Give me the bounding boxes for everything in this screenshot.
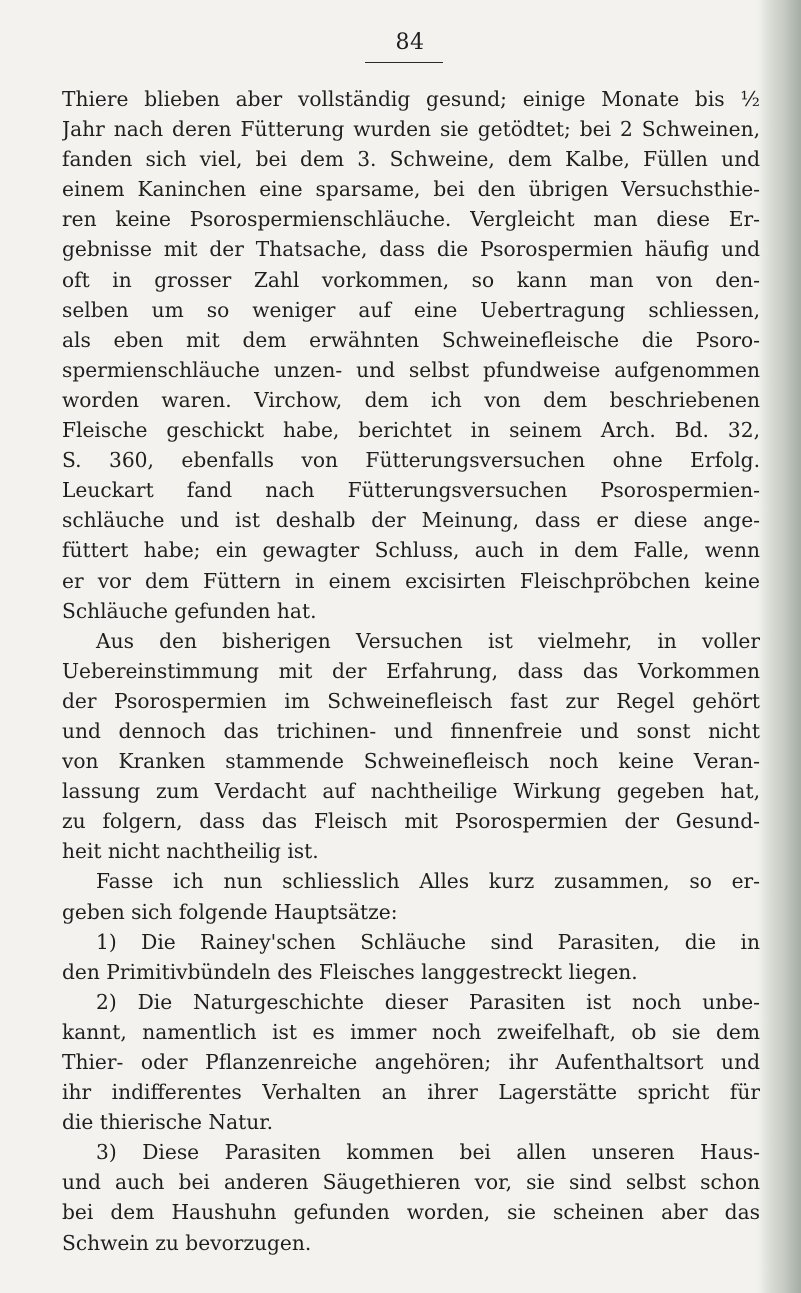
text-line: als eben mit dem erwähnten Schweinefleische die Psoro- (62, 327, 760, 352)
text-line: Leuckart fand nach Fütterungsversuchen Psorospermien- (62, 478, 760, 503)
text-line: Fleische geschickt habe, berichtet in seinem Arch. Bd. 32, (62, 418, 760, 443)
page-number: 84 (395, 30, 425, 55)
text-line: Schläuche gefunden hat. (62, 598, 317, 623)
text-line: lassung zum Verdacht auf nachtheilige Wirkung gegeben hat, (62, 779, 760, 804)
page-edge-shadow (761, 0, 801, 1293)
text-line: einem Kaninchen eine sparsame, bei den übrigen Versuchsthie- (62, 177, 760, 202)
text-line: geben sich folgende Hauptsätze: (62, 899, 398, 924)
text-line: von Kranken stammende Schweinefleisch noch keine Veran- (62, 749, 760, 774)
text-line: 3) Diese Parasiten kommen bei allen unseren Haus- (96, 1140, 760, 1165)
text-line: gebnisse mit der Thatsache, dass die Psorospermien häufig und (62, 237, 760, 262)
text-line: Thier- oder Pflanzenreiche angehören; ihr Aufenthaltsort und (62, 1050, 760, 1074)
text-line: worden waren. Virchow, dem ich von dem beschriebenen (62, 387, 760, 412)
text-line: S. 360, ebenfalls von Fütterungsversuchen ohne Erfolg. (62, 448, 760, 473)
text-line: schläuche und ist deshalb der Meinung, dass er diese ange- (62, 508, 760, 533)
text-line: Schwein zu bevorzugen. (62, 1230, 312, 1255)
text-line: 2) Die Naturgeschichte dieser Parasiten ist noch unbe- (96, 989, 760, 1014)
body-text (62, 84, 760, 1258)
text-line: Uebereinstimmung mit der Erfahrung, dass das Vorkommen (62, 658, 760, 683)
text-line: fanden sich viel, bei dem 3. Schweine, dem Kalbe, Füllen und (62, 147, 760, 172)
page-number-rule (365, 62, 443, 63)
text-line: Aus den bisherigen Versuchen ist vielmehr, in voller (96, 628, 760, 653)
text-line: heit nicht nachtheilig ist. (62, 839, 319, 864)
text-line: und dennoch das trichinen- und finnenfreie und sonst nicht (62, 718, 760, 743)
text-line: ren keine Psorospermienschläuche. Vergleicht man diese Er- (62, 207, 760, 232)
text-line: und auch bei anderen Säugethieren vor, sie sind selbst schon (62, 1170, 760, 1195)
text-line: Thiere blieben aber vollständig gesund; einige Monate bis ½ (62, 87, 760, 111)
text-line: bei dem Haushuhn gefunden worden, sie scheinen aber das (62, 1200, 760, 1225)
text-line: selben um so weniger auf eine Uebertragung schliessen, (62, 297, 760, 322)
text-line: Jahr nach deren Fütterung wurden sie getödtet; bei 2 Schweinen, (62, 117, 760, 142)
text-line: Fasse ich nun schliesslich Alles kurz zusammen, so er- (96, 869, 760, 894)
text-line: kannt, namentlich ist es immer noch zweifelhaft, ob sie dem (62, 1019, 760, 1044)
text-line: der Psorospermien im Schweinefleisch fast zur Regel gehört (62, 688, 760, 713)
text-line: ihr indifferentes Verhalten an ihrer Lagerstätte spricht für (62, 1080, 760, 1105)
text-line: 1) Die Rainey'schen Schläuche sind Parasiten, die in (96, 929, 760, 954)
text-line: den Primitivbündeln des Fleisches langgestreckt liegen. (62, 959, 638, 984)
text-line: zu folgern, dass das Fleisch mit Psorospermien der Gesund- (62, 809, 760, 834)
text-line: oft in grosser Zahl vorkommen, so kann man von den- (62, 267, 760, 292)
text-line: füttert habe; ein gewagter Schluss, auch in dem Falle, wenn (62, 538, 760, 563)
text-line: spermienschläuche unzen- und selbst pfundweise aufgenommen (62, 357, 760, 382)
text-line: er vor dem Füttern in einem excisirten Fleischpröbchen keine (62, 568, 760, 593)
text-line: die thierische Natur. (62, 1110, 274, 1135)
